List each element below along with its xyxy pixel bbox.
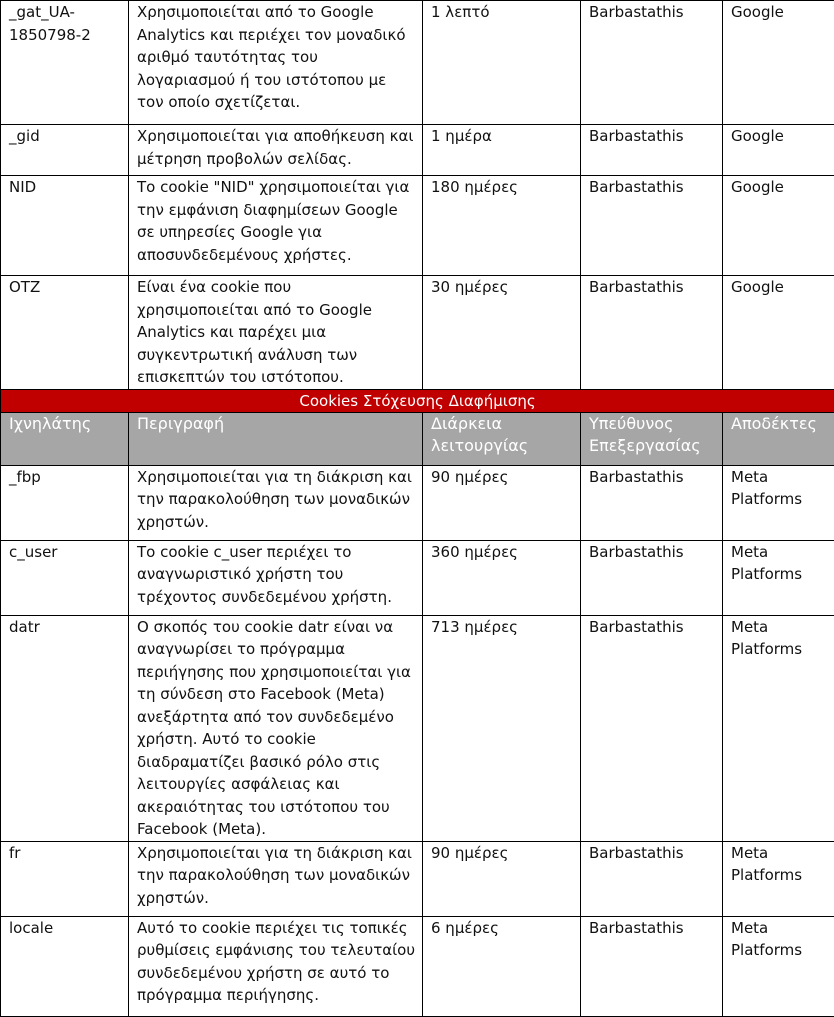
controller-cell: Barbastathis (581, 276, 723, 390)
tracker-cell: _gat_UA-1850798-2 (1, 1, 129, 125)
recipients-cell: Meta Platforms (723, 841, 834, 916)
recipients-cell: Meta Platforms (723, 540, 834, 615)
description-cell: Χρησιμοποιείται από το Google Analytics και περιέχει τον μοναδικό αριθμό ταυτότητας του λογαριασμού ή του ιστότοπου με τον οποίο σχετίζεται. (129, 1, 423, 125)
table-row (1, 125, 834, 176)
table-row (1, 176, 834, 276)
recipients-cell: Google (723, 125, 834, 176)
header-recipients: Αποδέκτες (723, 412, 834, 465)
controller-cell: Barbastathis (581, 615, 723, 841)
description-cell: Είναι ένα cookie που χρησιμοποιείται από το Google Analytics και παρέχει μια συγκεντρωτική ανάλυση των επισκεπτών του ιστότοπου. (129, 276, 423, 390)
duration-cell: 90 ημέρες (423, 841, 581, 916)
controller-cell: Barbastathis (581, 176, 723, 276)
duration-cell: 1 ημέρα (423, 125, 581, 176)
recipients-cell: Meta Platforms (723, 916, 834, 1016)
header-description: Περιγραφή (129, 412, 423, 465)
duration-cell: 1 λεπτό (423, 1, 581, 125)
recipients-cell: Meta Platforms (723, 615, 834, 841)
recipients-cell: Google (723, 176, 834, 276)
tracker-cell: NID (1, 176, 129, 276)
duration-cell: 90 ημέρες (423, 465, 581, 540)
controller-cell: Barbastathis (581, 916, 723, 1016)
header-row (1, 412, 834, 465)
table-row (1, 916, 834, 1016)
tracker-cell: locale (1, 916, 129, 1016)
section-row (1, 389, 834, 412)
description-cell: Ο σκοπός του cookie datr είναι να αναγνωρίσει το πρόγραμμα περιήγησης που χρησιμοποιείται για τη σύνδεση στο Facebook (Meta) ανεξάρτητα από τον συνδεδεμένο χρήστη. Αυτό το cookie διαδραματίζει βασικό ρόλο στις λειτουργίες ασφάλειας και ακεραιότητας του ιστότοπου του Facebook (Meta). (129, 615, 423, 841)
header-tracker: Ιχνηλάτης (1, 412, 129, 465)
description-cell: Το cookie c_user περιέχει το αναγνωριστικό χρήστη του τρέχοντος συνδεδεμένου χρήστη. (129, 540, 423, 615)
description-cell: Χρησιμοποιείται για τη διάκριση και την παρακολούθηση των μοναδικών χρηστών. (129, 841, 423, 916)
duration-cell: 713 ημέρες (423, 615, 581, 841)
controller-cell: Barbastathis (581, 465, 723, 540)
controller-cell: Barbastathis (581, 125, 723, 176)
tracker-cell: OTZ (1, 276, 129, 390)
description-cell: Το cookie "NID" χρησιμοποιείται για την εμφάνιση διαφημίσεων Google σε υπηρεσίες Google για αποσυνδεδεμένους χρήστες. (129, 176, 423, 276)
tracker-cell: datr (1, 615, 129, 841)
duration-cell: 6 ημέρες (423, 916, 581, 1016)
recipients-cell: Google (723, 276, 834, 390)
table-row (1, 465, 834, 540)
header-duration: Διάρκεια λειτουργίας (423, 412, 581, 465)
duration-cell: 180 ημέρες (423, 176, 581, 276)
controller-cell: Barbastathis (581, 540, 723, 615)
header-controller: Υπεύθυνος Επεξεργασίας (581, 412, 723, 465)
recipients-cell: Google (723, 1, 834, 125)
duration-cell: 30 ημέρες (423, 276, 581, 390)
tracker-cell: c_user (1, 540, 129, 615)
description-cell: Χρησιμοποιείται για τη διάκριση και την παρακολούθηση των μοναδικών χρηστών. (129, 465, 423, 540)
controller-cell: Barbastathis (581, 1, 723, 125)
duration-cell: 360 ημέρες (423, 540, 581, 615)
table-row (1, 540, 834, 615)
table-row (1, 1, 834, 125)
controller-cell: Barbastathis (581, 841, 723, 916)
tracker-cell: _fbp (1, 465, 129, 540)
table-row (1, 615, 834, 841)
description-cell: Χρησιμοποιείται για αποθήκευση και μέτρηση προβολών σελίδας. (129, 125, 423, 176)
tracker-cell: _gid (1, 125, 129, 176)
recipients-cell: Meta Platforms (723, 465, 834, 540)
table-row (1, 276, 834, 390)
table-row (1, 841, 834, 916)
section-title: Cookies Στόχευσης Διαφήμισης (1, 389, 834, 412)
description-cell: Αυτό το cookie περιέχει τις τοπικές ρυθμίσεις εμφάνισης του τελευταίου συνδεδεμένου χρήστη σε αυτό το πρόγραμμα περιήγησης. (129, 916, 423, 1016)
tracker-cell: fr (1, 841, 129, 916)
